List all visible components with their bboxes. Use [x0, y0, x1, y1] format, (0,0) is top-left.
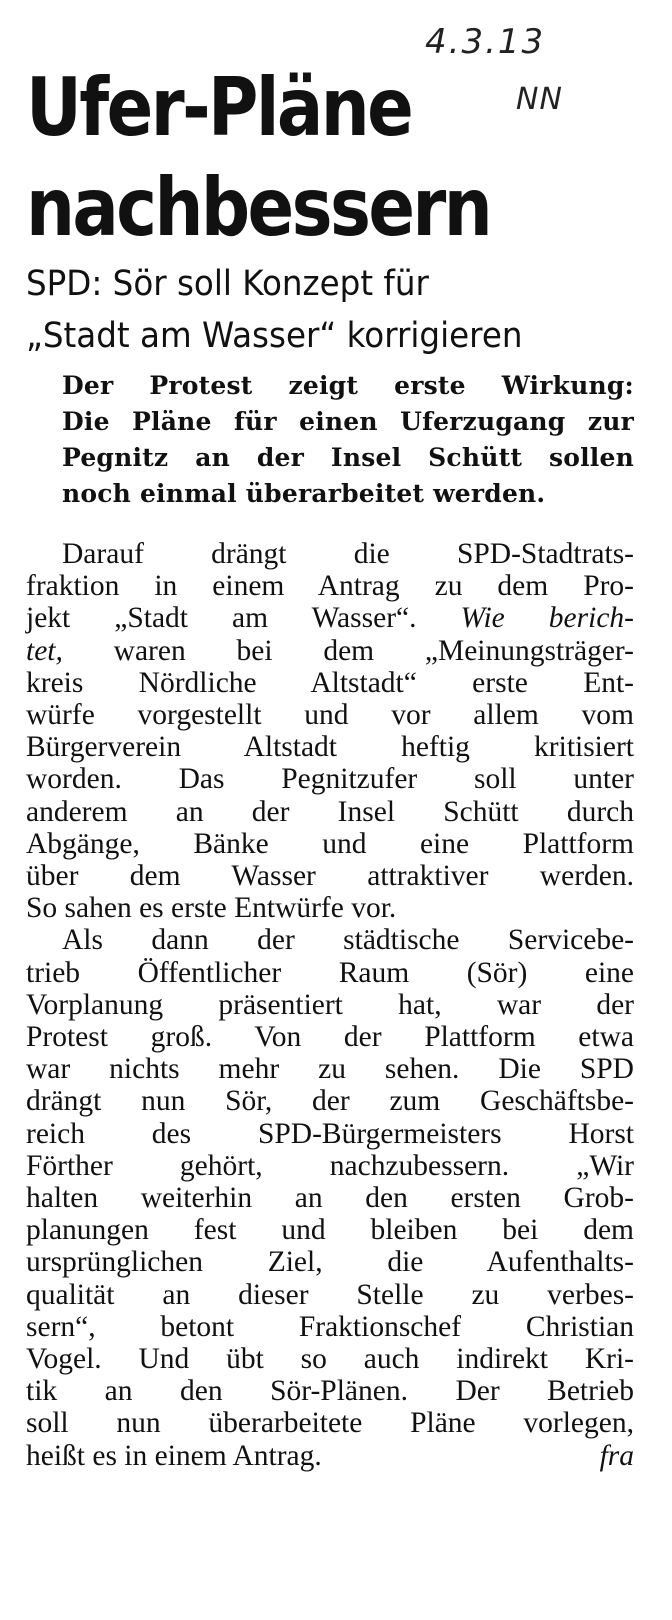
- body-line: Vogel. Und übt so auch indirekt Kri-: [26, 1343, 634, 1376]
- author-signature: fra: [599, 1439, 634, 1472]
- subheadline-line: „Stadt am Wasser“ korrigieren: [26, 316, 523, 356]
- body-line: über dem Wasser attraktiver werden.: [26, 860, 634, 893]
- body-line: Vorplanung präsentiert hat, war der: [26, 988, 634, 1021]
- body-line: halten weiterhin an den ersten Grob-: [26, 1182, 634, 1215]
- handwritten-source: NN: [516, 82, 563, 117]
- body-line: tet, waren bei dem „Meinungsträger-: [26, 634, 634, 667]
- body-line: kreis Nördliche Altstadt“ erste Ent-: [26, 666, 634, 699]
- lead-line: Die Pläne für einen Uferzugang zur: [62, 407, 634, 436]
- headline-line: Ufer-Pläne: [26, 61, 412, 154]
- lead-line: Der Protest zeigt erste Wirkung:: [62, 371, 634, 400]
- body-line: fraktion in einem Antrag zu dem Pro-: [26, 570, 634, 603]
- body-line: planungen fest und bleiben bei dem: [26, 1214, 634, 1247]
- body-line: Als dann der städtische Servicebe-: [62, 924, 634, 957]
- lead-paragraph: [62, 368, 634, 512]
- subheadline-line: SPD: Sör soll Konzept für: [26, 264, 429, 304]
- article-body: [26, 538, 634, 1472]
- handwritten-date: 4.3.13: [425, 22, 546, 62]
- body-line: Förther gehört, nachzubessern. „Wir: [26, 1149, 634, 1182]
- body-line: Bürgerverein Altstadt heftig kritisiert: [26, 731, 634, 764]
- body-line: heißt es in einem Antrag. fra: [26, 1439, 634, 1472]
- body-line: worden. Das Pegnitzufer soll unter: [26, 763, 634, 796]
- body-line: Protest groß. Von der Plattform etwa: [26, 1021, 634, 1054]
- body-line: würfe vorgestellt und vor allem vom: [26, 699, 634, 732]
- headline-line: nachbessern: [26, 161, 491, 254]
- headline: [26, 58, 490, 258]
- body-line: reich des SPD-Bürgermeisters Horst: [26, 1117, 634, 1150]
- lead-line: Pegnitz an der Insel Schütt sollen: [62, 443, 634, 472]
- body-line: qualität an dieser Stelle zu verbes-: [26, 1278, 634, 1311]
- body-line: Abgänge, Bänke und eine Plattform: [26, 827, 634, 860]
- body-line: drängt nun Sör, der zum Geschäftsbe-: [26, 1085, 634, 1118]
- body-line: Darauf drängt die SPD-Stadtrats-: [62, 538, 634, 570]
- lead-line: noch einmal überarbeitet werden.: [62, 479, 546, 508]
- body-line: ursprünglichen Ziel, die Aufenthalts-: [26, 1246, 634, 1279]
- body-line: sern“, betont Fraktionschef Christian: [26, 1310, 634, 1343]
- body-line: trieb Öffentlicher Raum (Sör) eine: [26, 956, 634, 989]
- body-line: tik an den Sör-Plänen. Der Betrieb: [26, 1375, 634, 1408]
- body-line: anderem an der Insel Schütt durch: [26, 795, 634, 828]
- body-line: soll nun überarbeitete Pläne vorlegen,: [26, 1407, 634, 1440]
- body-line: jekt „Stadt am Wasser“. Wie berich-: [26, 602, 634, 635]
- body-line: war nichts mehr zu sehen. Die SPD: [26, 1053, 634, 1086]
- body-line: So sahen es erste Entwürfe vor.: [26, 892, 397, 925]
- subheadline: [26, 258, 522, 362]
